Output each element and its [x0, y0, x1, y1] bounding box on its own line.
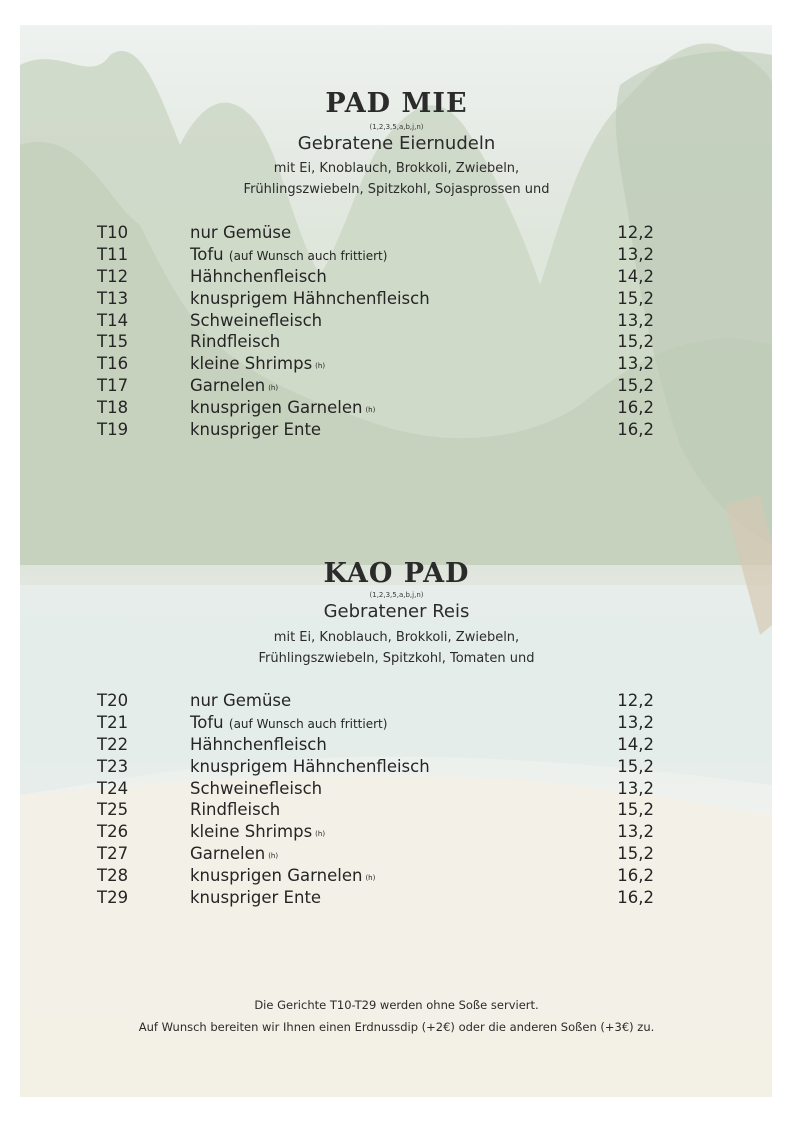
section-description: [0, 627, 793, 669]
menu-item: [97, 799, 657, 821]
item-code: T11: [97, 244, 129, 264]
item-code: T27: [97, 844, 129, 864]
item-price: 16,2: [617, 420, 654, 440]
menu-item: [97, 734, 657, 756]
item-name: Schweinefleisch: [190, 310, 323, 330]
item-code: T24: [97, 778, 129, 798]
menu-item: [97, 288, 657, 310]
menu-item: [97, 756, 657, 778]
item-allergen-tag: (h): [268, 852, 279, 861]
menu-item-list: [97, 222, 657, 441]
item-name: Rindfleisch: [190, 332, 281, 352]
item-name: knuspriger Ente: [190, 888, 322, 908]
item-name: Tofu: [190, 244, 224, 264]
item-name: kleine Shrimps: [190, 354, 313, 374]
item-name: Hähnchenfleisch: [190, 734, 327, 754]
menu-item: [97, 843, 657, 865]
item-price: 16,2: [617, 398, 654, 418]
item-name-wrap: [190, 690, 291, 712]
item-name: Schweinefleisch: [190, 778, 323, 798]
item-code: T20: [97, 691, 129, 710]
item-price: 13,2: [617, 822, 654, 842]
item-code: T18: [97, 398, 129, 418]
item-code: T19: [97, 420, 129, 440]
item-name-wrap: [190, 419, 321, 441]
item-allergen-tag: (h): [365, 874, 376, 883]
item-price: 15,2: [617, 376, 654, 396]
item-price: 15,2: [617, 288, 654, 308]
item-code: T26: [97, 822, 129, 842]
menu-item: [97, 244, 657, 266]
item-allergen-tag: (h): [315, 362, 326, 371]
item-code: T13: [97, 288, 129, 308]
item-name: knuspriger Ente: [190, 420, 322, 440]
menu-item: [97, 778, 657, 800]
item-name-wrap: [190, 734, 327, 756]
item-code: T10: [97, 223, 129, 242]
item-price: 15,2: [617, 756, 654, 776]
item-price: 14,2: [617, 266, 654, 286]
item-name: Garnelen: [190, 844, 266, 864]
item-name-wrap: [190, 266, 327, 288]
section-allergens: (1,2,3,5,a,b,j,n): [369, 591, 424, 599]
description-line: Frühlingszwiebeln, Spitzkohl, Sojasprossen und: [243, 182, 550, 197]
item-price: 13,2: [617, 310, 654, 330]
menu-item: [97, 821, 657, 843]
item-price: 16,2: [617, 888, 654, 908]
item-price: 12,2: [617, 223, 654, 242]
menu-item: [97, 310, 657, 332]
item-name-wrap: [190, 712, 387, 736]
footer-note: [0, 994, 793, 1038]
item-name-wrap: [190, 331, 280, 353]
item-price: 16,2: [617, 866, 654, 886]
item-price: 14,2: [617, 734, 654, 754]
menu-item: [97, 331, 657, 353]
menu-item: [97, 865, 657, 887]
menu-item: [97, 690, 657, 712]
item-code: T14: [97, 310, 129, 330]
item-name-wrap: [190, 799, 280, 821]
item-name: Rindfleisch: [190, 800, 281, 820]
item-name-wrap: [190, 887, 321, 909]
item-name-wrap: [190, 222, 291, 244]
item-price: 13,2: [617, 712, 654, 732]
footer-line: Auf Wunsch bereiten wir Ihnen einen Erdnussdip (+2€) oder die anderen Soßen (+3€) zu.: [138, 1020, 655, 1034]
item-name: nur Gemüse: [190, 223, 292, 242]
item-price: 15,2: [617, 800, 654, 820]
item-name-wrap: [190, 288, 430, 310]
menu-item: [97, 887, 657, 909]
item-name: kleine Shrimps: [190, 822, 313, 842]
item-code: T25: [97, 800, 129, 820]
section-subtitle: Gebratene Eiernudeln: [297, 133, 496, 154]
item-name: Hähnchenfleisch: [190, 266, 327, 286]
item-name-wrap: [190, 756, 430, 778]
item-name: Garnelen: [190, 376, 266, 396]
item-allergen-tag: (h): [365, 406, 376, 415]
item-code: T16: [97, 354, 129, 374]
menu-item: [97, 712, 657, 734]
item-name: nur Gemüse: [190, 691, 292, 710]
menu-item: [97, 222, 657, 244]
item-name: knusprigen Garnelen: [190, 398, 363, 418]
section-title-pad-mie: PAD MIE: [325, 88, 468, 119]
item-price: 15,2: [617, 844, 654, 864]
item-name-wrap: [190, 244, 387, 268]
footer-line: Die Gerichte T10-T29 werden ohne Soße serviert.: [254, 998, 539, 1012]
item-allergen-tag: (h): [268, 384, 279, 393]
section-subtitle: Gebratener Reis: [323, 601, 470, 622]
item-code: T15: [97, 332, 129, 352]
item-name-wrap: [190, 310, 322, 332]
item-code: T29: [97, 888, 129, 908]
item-name-wrap: [190, 778, 322, 800]
item-name: knusprigen Garnelen: [190, 866, 363, 886]
item-code: T21: [97, 712, 129, 732]
item-name: knusprigem Hähnchenfleisch: [190, 288, 430, 308]
item-code: T28: [97, 866, 129, 886]
item-price: 13,2: [617, 354, 654, 374]
item-price: 13,2: [617, 778, 654, 798]
description-line: mit Ei, Knoblauch, Brokkoli, Zwiebeln,: [273, 161, 520, 176]
item-name: knusprigem Hähnchenfleisch: [190, 756, 430, 776]
item-code: T17: [97, 376, 129, 396]
item-price: 15,2: [617, 332, 654, 352]
menu-item: [97, 266, 657, 288]
menu-item: [97, 375, 657, 397]
item-allergen-tag: (h): [315, 830, 326, 839]
description-line: mit Ei, Knoblauch, Brokkoli, Zwiebeln,: [273, 630, 520, 645]
section-description: [0, 158, 793, 200]
item-price: 13,2: [617, 244, 654, 264]
item-code: T22: [97, 734, 129, 754]
section-allergens: (1,2,3,5,a,b,j,n): [369, 123, 424, 131]
item-note: (auf Wunsch auch frittiert): [228, 248, 388, 263]
section-title-kao-pad: KAO PAD: [323, 558, 470, 589]
menu-item: [97, 353, 657, 375]
menu-item: [97, 419, 657, 441]
menu-item: [97, 397, 657, 419]
menu-item-list: [97, 690, 657, 909]
item-code: T12: [97, 266, 129, 286]
item-price: 12,2: [617, 691, 654, 710]
item-name: Tofu: [190, 712, 224, 732]
item-note: (auf Wunsch auch frittiert): [228, 716, 388, 731]
item-code: T23: [97, 756, 129, 776]
description-line: Frühlingszwiebeln, Spitzkohl, Tomaten und: [258, 651, 535, 666]
